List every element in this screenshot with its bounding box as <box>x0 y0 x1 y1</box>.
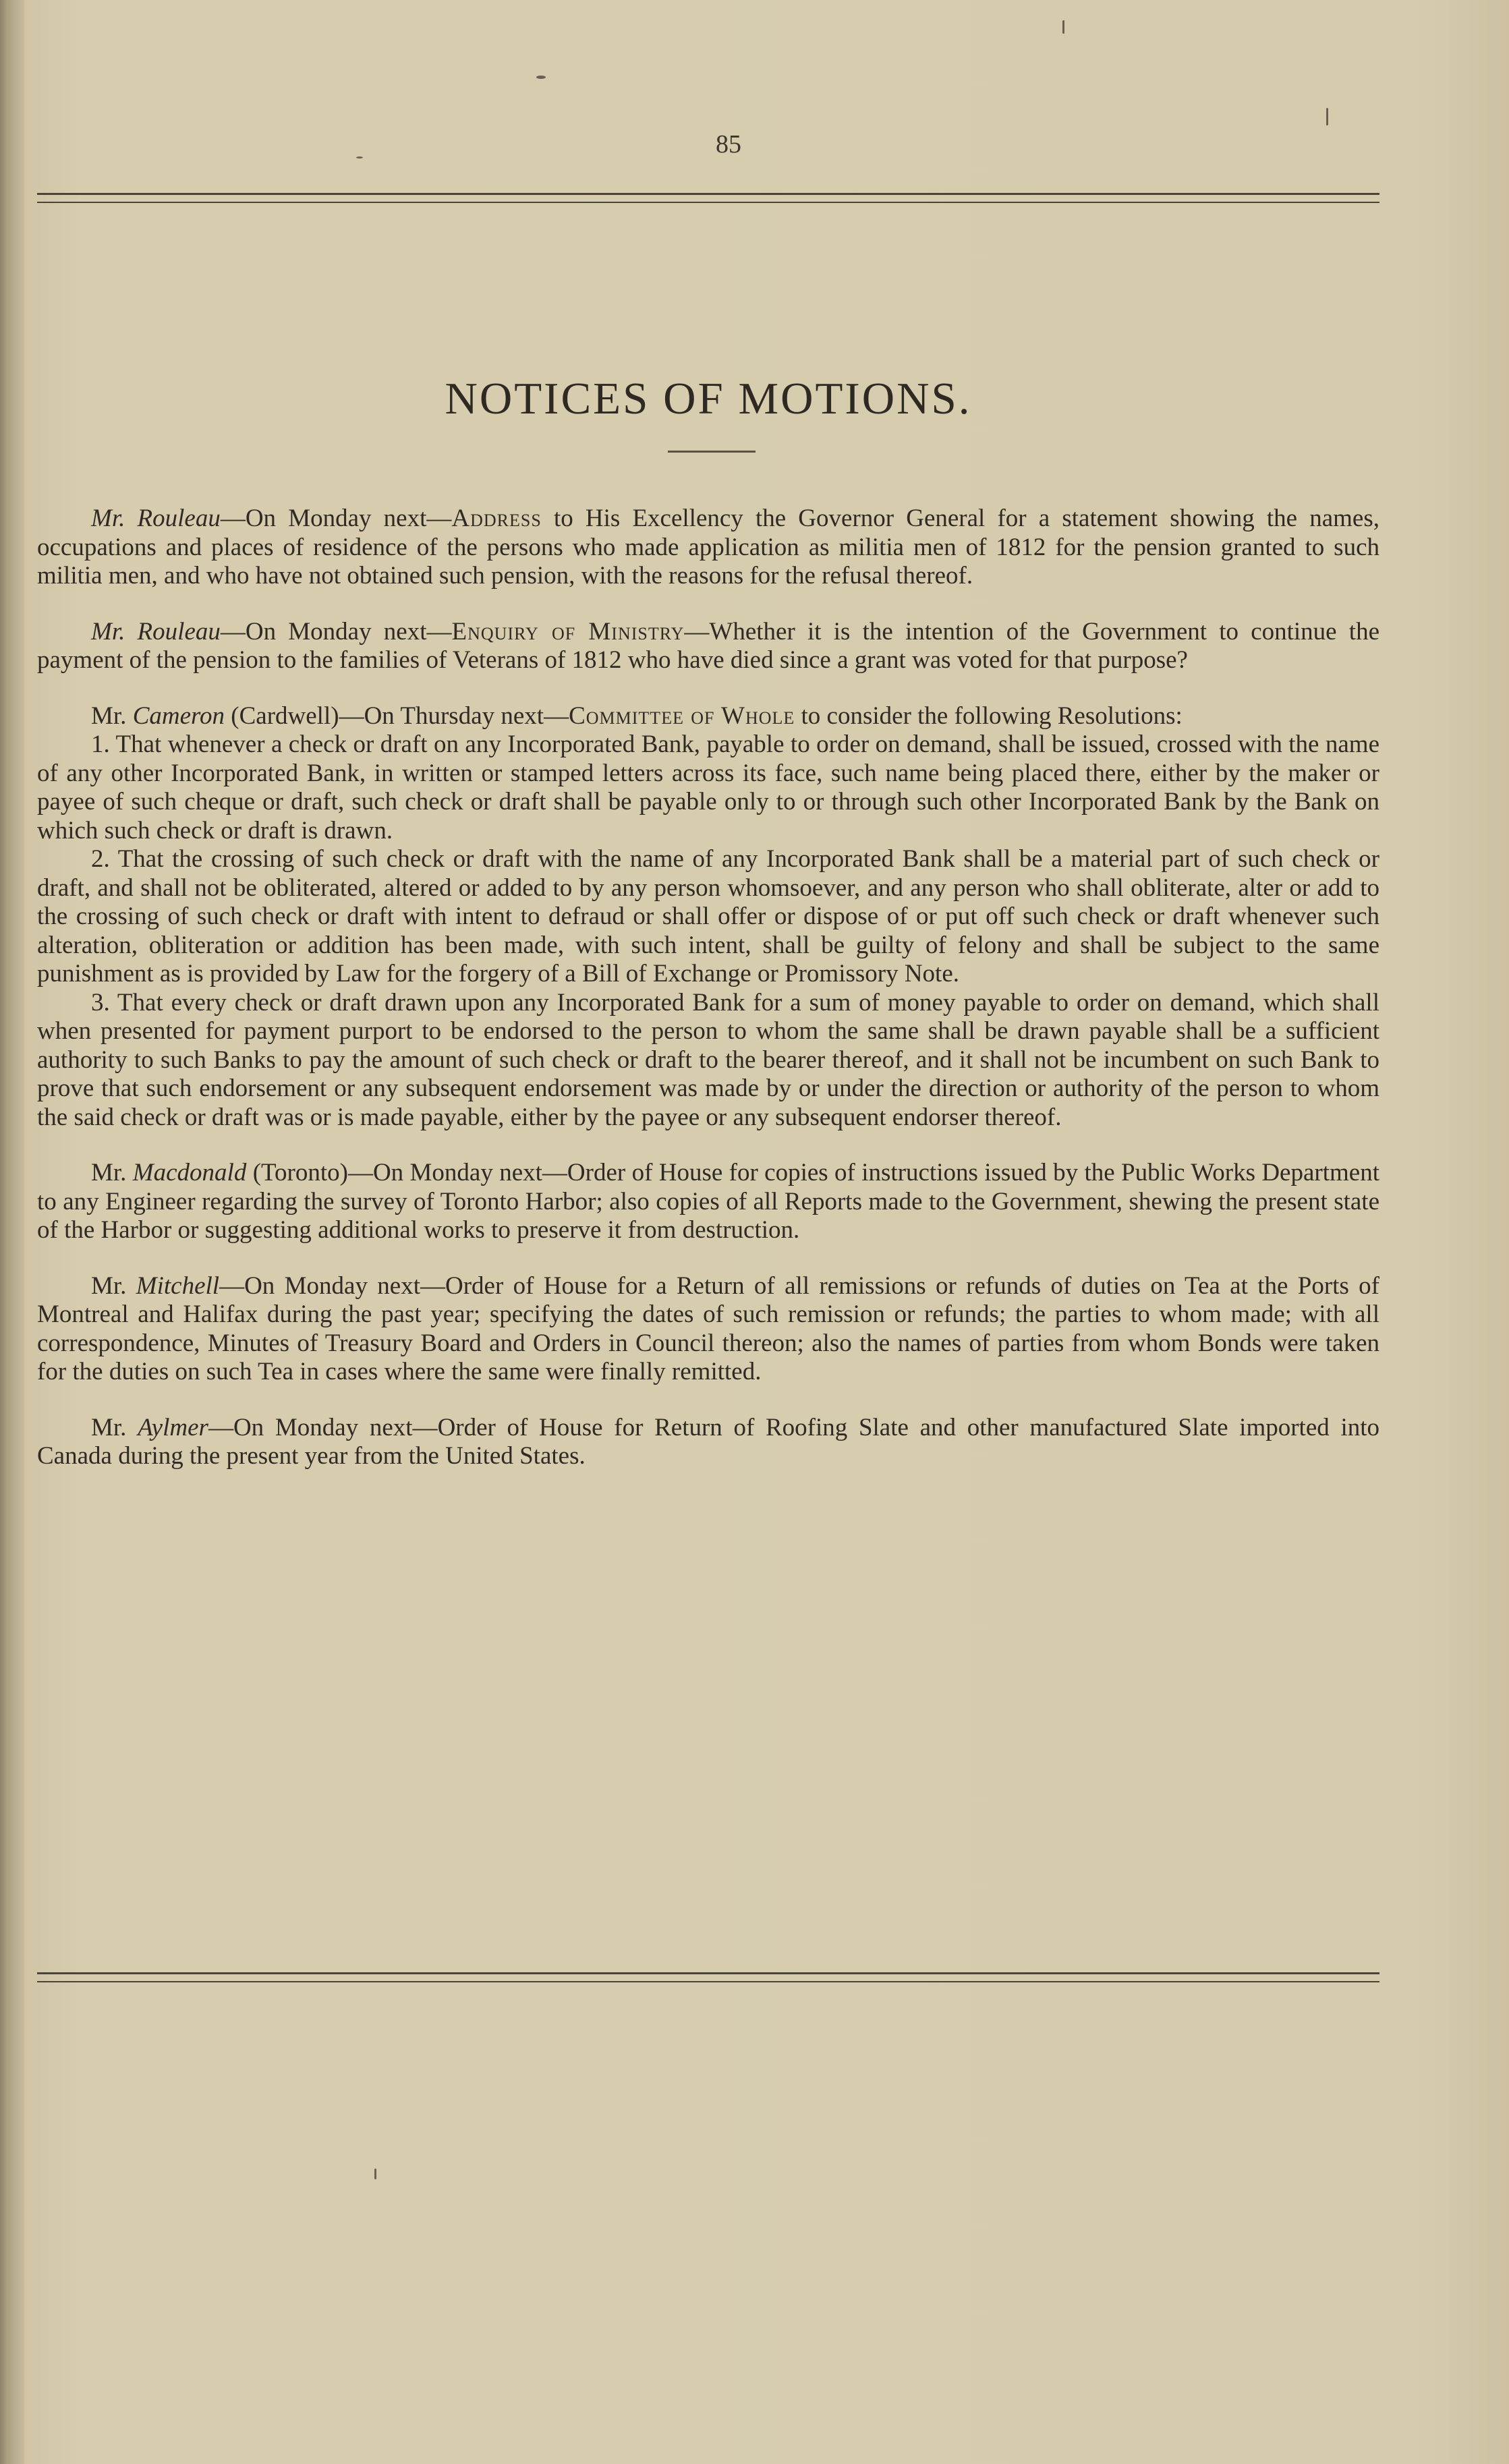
top-double-rule <box>37 193 1379 203</box>
motion-text: to His Excellency the Governor General for a statement showing the names, occupations and places of residence of the persons who made application as militia men of 1812 for the pension granted to such militia men, and who have not obtained such pension, with the reasons for the refusal thereof. <box>37 505 1379 590</box>
motion-lead: —On Monday next— <box>347 1159 567 1186</box>
motion-text: Order of House for Return of Roofing Slate and other manufactured Slate imported into Canada during the present year from the United States. <box>37 1413 1379 1470</box>
page-number: 85 <box>716 130 741 159</box>
ink-speck <box>1326 108 1328 125</box>
motion-mitchell-order <box>37 1272 1379 1387</box>
ink-speck <box>374 2169 376 2179</box>
member-name: Macdonald <box>132 1159 247 1186</box>
member-name: Aylmer <box>138 1413 208 1441</box>
ink-speck <box>1062 20 1064 34</box>
motion-lead: —On Monday next— <box>220 505 452 532</box>
motion-rouleau-enquiry <box>37 618 1379 675</box>
motion-cameron-committee <box>37 702 1379 731</box>
motion-text: Order of House for a Return of all remissions or refunds of duties on Tea at the Ports of Montreal and Halifax during the past year; specifying the dates of such remission or refunds; the parties to whom made; with all correspondence, Minutes of Treasury Board and Orders in Council thereon; also the names of parties from whom Bonds were taken for the duties on such Tea in cases where the same were finally remitted. <box>37 1271 1379 1385</box>
member-prefix: Mr. <box>91 1159 133 1186</box>
member-prefix: Mr. <box>91 1413 138 1441</box>
motion-text: —Whether it is the intention of the Government to continue the payment of the pension to the families of Veterans of 1812 who have died since a grant was voted for that purpose? <box>37 617 1379 674</box>
motion-text: Order of House for copies of instructions issued by the Public Works Department to any Engineer regarding the survey of Toronto Harbor; also copies of all Reports made to the Government, shewing the present state of the Harbor or suggesting additional works to preserve it from destruction. <box>37 1159 1379 1244</box>
constituency: (Cardwell) <box>225 701 339 730</box>
page-title: NOTICES OF MOTIONS. <box>445 373 972 424</box>
resolution-1: 1. That whenever a check or draft on any Incorporated Bank, payable to order on demand, shall be issued, crossed with the name of any other Incorporated Bank, in written or stamped letters across its face, such name being placed there, either by the maker or payee of such cheque or draft, such check or draft shall be payable only to or through such other Incorporated Bank by the Bank on which such check or draft is drawn. <box>37 730 1379 844</box>
member-prefix: Mr. <box>91 701 133 730</box>
bottom-double-rule <box>37 1972 1379 1982</box>
member-name: Mr. Rouleau <box>91 505 221 532</box>
motion-text: to consider the following Resolutions: <box>795 701 1183 730</box>
motion-rouleau-address <box>37 505 1379 591</box>
member-name: Mitchell <box>136 1271 220 1300</box>
title-divider <box>668 451 756 453</box>
member-name: Cameron <box>132 701 225 730</box>
motion-kind: Enquiry of Ministry <box>451 617 685 646</box>
binding-edge <box>0 0 24 2464</box>
motion-lead: —On Thursday next— <box>339 701 569 730</box>
motion-kind: Committee of Whole <box>569 701 795 730</box>
motion-lead: —On Monday next— <box>220 617 452 646</box>
member-prefix: Mr. <box>91 1271 136 1300</box>
motion-aylmer-order <box>37 1414 1379 1471</box>
motion-kind: Address <box>451 505 542 532</box>
constituency: (Toronto) <box>246 1159 348 1186</box>
resolution-3: 3. That every check or draft drawn upon any Incorporated Bank for a sum of money payable to order on demand, which shall when presented for payment purport to be endorsed to the person to whom the same shall be drawn payable shall be a sufficient authority to such Banks to pay the amount of such check or draft to the bearer thereof, and it shall not be incumbent on such Bank to prove that such endorsement or any subsequent endorsement was made by or under the direction or authority of the person to whom the said check or draft was or is made payable, either by the payee or any subsequent endorser thereof. <box>37 988 1379 1131</box>
ink-speck <box>356 156 363 159</box>
ink-speck <box>536 76 546 79</box>
resolution-2: 2. That the crossing of such check or draft with the name of any Incorporated Bank shall be a material part of such check or draft, and shall not be obliterated, altered or added to by any person whomsoever, and any person who shall obliterate, alter or add to the crossing of such check or draft with intent to defraud or shall offer or dispose of or put off such check or draft whenever such alteration, obliteration or addition has been made, with such intent, shall be guilty of felony and shall be subject to the same punishment as is provided by Law for the forgery of a Bill of Exchange or Promissory Note. <box>37 845 1379 987</box>
motion-lead: —On Monday next— <box>208 1413 438 1441</box>
motions-body <box>37 505 1379 1498</box>
member-name: Mr. Rouleau <box>91 617 221 646</box>
motion-lead: —On Monday next— <box>219 1271 445 1300</box>
motion-macdonald-order <box>37 1159 1379 1245</box>
